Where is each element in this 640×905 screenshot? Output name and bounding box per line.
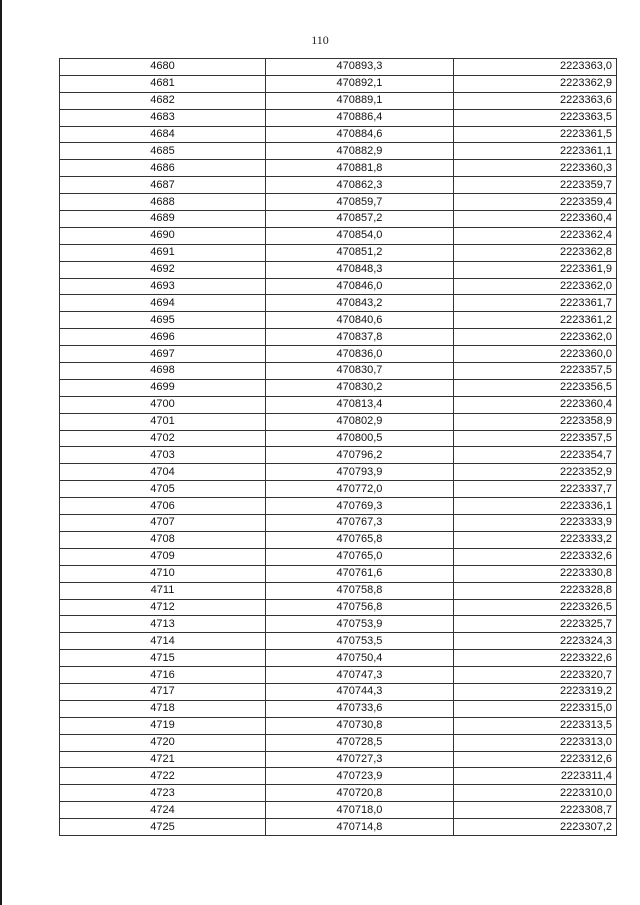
y-coordinate-cell: 2223362,9	[454, 75, 617, 92]
y-coordinate-cell: 2223362,4	[454, 227, 617, 244]
point-number-cell: 4698	[60, 363, 266, 380]
table-row	[60, 92, 617, 109]
table-row	[60, 531, 617, 548]
point-number-cell: 4694	[60, 295, 266, 312]
x-coordinate-cell: 470720,8	[266, 785, 454, 802]
page-edge	[0, 0, 2, 905]
y-coordinate-cell: 2223362,0	[454, 329, 617, 346]
table-row	[60, 295, 617, 312]
point-number-cell: 4683	[60, 109, 266, 126]
y-coordinate-cell: 2223363,6	[454, 92, 617, 109]
y-coordinate-cell: 2223319,2	[454, 683, 617, 700]
y-coordinate-cell: 2223322,6	[454, 650, 617, 667]
y-coordinate-cell: 2223308,7	[454, 802, 617, 819]
x-coordinate-cell: 470859,7	[266, 194, 454, 211]
point-number-cell: 4711	[60, 582, 266, 599]
x-coordinate-cell: 470756,8	[266, 599, 454, 616]
x-coordinate-cell: 470753,9	[266, 616, 454, 633]
x-coordinate-cell: 470733,6	[266, 700, 454, 717]
x-coordinate-cell: 470793,9	[266, 464, 454, 481]
x-coordinate-cell: 470830,7	[266, 363, 454, 380]
y-coordinate-cell: 2223315,0	[454, 700, 617, 717]
y-coordinate-cell: 2223360,0	[454, 346, 617, 363]
coordinates-table	[59, 58, 617, 836]
y-coordinate-cell: 2223326,5	[454, 599, 617, 616]
y-coordinate-cell: 2223328,8	[454, 582, 617, 599]
point-number-cell: 4712	[60, 599, 266, 616]
x-coordinate-cell: 470728,5	[266, 734, 454, 751]
table-row	[60, 768, 617, 785]
point-number-cell: 4721	[60, 751, 266, 768]
point-number-cell: 4719	[60, 717, 266, 734]
table-row	[60, 734, 617, 751]
point-number-cell: 4704	[60, 464, 266, 481]
x-coordinate-cell: 470753,5	[266, 633, 454, 650]
x-coordinate-cell: 470761,6	[266, 565, 454, 582]
table-row	[60, 481, 617, 498]
x-coordinate-cell: 470772,0	[266, 481, 454, 498]
point-number-cell: 4716	[60, 667, 266, 684]
point-number-cell: 4709	[60, 548, 266, 565]
table-row	[60, 616, 617, 633]
x-coordinate-cell: 470881,8	[266, 160, 454, 177]
table-row	[60, 329, 617, 346]
x-coordinate-cell: 470889,1	[266, 92, 454, 109]
y-coordinate-cell: 2223310,0	[454, 785, 617, 802]
table-row	[60, 751, 617, 768]
point-number-cell: 4686	[60, 160, 266, 177]
x-coordinate-cell: 470851,2	[266, 244, 454, 261]
x-coordinate-cell: 470857,2	[266, 211, 454, 228]
x-coordinate-cell: 470727,3	[266, 751, 454, 768]
table-body	[60, 59, 617, 836]
point-number-cell: 4685	[60, 143, 266, 160]
x-coordinate-cell: 470747,3	[266, 667, 454, 684]
point-number-cell: 4723	[60, 785, 266, 802]
table-row	[60, 819, 617, 836]
x-coordinate-cell: 470813,4	[266, 396, 454, 413]
point-number-cell: 4724	[60, 802, 266, 819]
table-row	[60, 160, 617, 177]
point-number-cell: 4720	[60, 734, 266, 751]
x-coordinate-cell: 470714,8	[266, 819, 454, 836]
x-coordinate-cell: 470744,3	[266, 683, 454, 700]
x-coordinate-cell: 470854,0	[266, 227, 454, 244]
x-coordinate-cell: 470848,3	[266, 261, 454, 278]
x-coordinate-cell: 470830,2	[266, 379, 454, 396]
point-number-cell: 4682	[60, 92, 266, 109]
table-row	[60, 498, 617, 515]
y-coordinate-cell: 2223361,2	[454, 312, 617, 329]
point-number-cell: 4710	[60, 565, 266, 582]
x-coordinate-cell: 470758,8	[266, 582, 454, 599]
y-coordinate-cell: 2223333,2	[454, 531, 617, 548]
table-row	[60, 430, 617, 447]
point-number-cell: 4695	[60, 312, 266, 329]
y-coordinate-cell: 2223361,7	[454, 295, 617, 312]
table-row	[60, 396, 617, 413]
x-coordinate-cell: 470862,3	[266, 177, 454, 194]
point-number-cell: 4699	[60, 379, 266, 396]
table-row	[60, 379, 617, 396]
table-row	[60, 75, 617, 92]
x-coordinate-cell: 470886,4	[266, 109, 454, 126]
y-coordinate-cell: 2223361,9	[454, 261, 617, 278]
point-number-cell: 4701	[60, 413, 266, 430]
x-coordinate-cell: 470892,1	[266, 75, 454, 92]
table-row	[60, 363, 617, 380]
point-number-cell: 4700	[60, 396, 266, 413]
point-number-cell: 4684	[60, 126, 266, 143]
table-row	[60, 244, 617, 261]
table-row	[60, 126, 617, 143]
x-coordinate-cell: 470884,6	[266, 126, 454, 143]
y-coordinate-cell: 2223333,9	[454, 515, 617, 532]
y-coordinate-cell: 2223307,2	[454, 819, 617, 836]
table-row	[60, 194, 617, 211]
y-coordinate-cell: 2223320,7	[454, 667, 617, 684]
table-row	[60, 413, 617, 430]
x-coordinate-cell: 470718,0	[266, 802, 454, 819]
point-number-cell: 4693	[60, 278, 266, 295]
y-coordinate-cell: 2223361,1	[454, 143, 617, 160]
table-row	[60, 143, 617, 160]
point-number-cell: 4680	[60, 59, 266, 76]
table-row	[60, 177, 617, 194]
x-coordinate-cell: 470843,2	[266, 295, 454, 312]
table-row	[60, 515, 617, 532]
y-coordinate-cell: 2223359,4	[454, 194, 617, 211]
y-coordinate-cell: 2223357,5	[454, 363, 617, 380]
y-coordinate-cell: 2223336,1	[454, 498, 617, 515]
table-row	[60, 565, 617, 582]
point-number-cell: 4708	[60, 531, 266, 548]
x-coordinate-cell: 470840,6	[266, 312, 454, 329]
y-coordinate-cell: 2223354,7	[454, 447, 617, 464]
table-row	[60, 312, 617, 329]
y-coordinate-cell: 2223360,3	[454, 160, 617, 177]
x-coordinate-cell: 470765,0	[266, 548, 454, 565]
table-row	[60, 633, 617, 650]
y-coordinate-cell: 2223360,4	[454, 211, 617, 228]
table-row	[60, 109, 617, 126]
point-number-cell: 4687	[60, 177, 266, 194]
y-coordinate-cell: 2223362,8	[454, 244, 617, 261]
point-number-cell: 4703	[60, 447, 266, 464]
table-row	[60, 700, 617, 717]
point-number-cell: 4705	[60, 481, 266, 498]
point-number-cell: 4717	[60, 683, 266, 700]
table-row	[60, 599, 617, 616]
x-coordinate-cell: 470836,0	[266, 346, 454, 363]
table-row	[60, 667, 617, 684]
y-coordinate-cell: 2223361,5	[454, 126, 617, 143]
point-number-cell: 4713	[60, 616, 266, 633]
table-row	[60, 211, 617, 228]
x-coordinate-cell: 470893,3	[266, 59, 454, 76]
x-coordinate-cell: 470802,9	[266, 413, 454, 430]
table-row	[60, 548, 617, 565]
table-row	[60, 261, 617, 278]
point-number-cell: 4690	[60, 227, 266, 244]
table-row	[60, 717, 617, 734]
x-coordinate-cell: 470765,8	[266, 531, 454, 548]
x-coordinate-cell: 470882,9	[266, 143, 454, 160]
table-row	[60, 447, 617, 464]
point-number-cell: 4714	[60, 633, 266, 650]
table-row	[60, 346, 617, 363]
x-coordinate-cell: 470750,4	[266, 650, 454, 667]
point-number-cell: 4725	[60, 819, 266, 836]
y-coordinate-cell: 2223330,8	[454, 565, 617, 582]
y-coordinate-cell: 2223325,7	[454, 616, 617, 633]
table-row	[60, 59, 617, 76]
point-number-cell: 4707	[60, 515, 266, 532]
y-coordinate-cell: 2223324,3	[454, 633, 617, 650]
table-row	[60, 802, 617, 819]
table-row	[60, 278, 617, 295]
point-number-cell: 4691	[60, 244, 266, 261]
y-coordinate-cell: 2223363,0	[454, 59, 617, 76]
point-number-cell: 4718	[60, 700, 266, 717]
table-row	[60, 650, 617, 667]
point-number-cell: 4715	[60, 650, 266, 667]
table-row	[60, 785, 617, 802]
table-row	[60, 582, 617, 599]
y-coordinate-cell: 2223313,5	[454, 717, 617, 734]
point-number-cell: 4681	[60, 75, 266, 92]
y-coordinate-cell: 2223360,4	[454, 396, 617, 413]
point-number-cell: 4722	[60, 768, 266, 785]
point-number-cell: 4697	[60, 346, 266, 363]
x-coordinate-cell: 470767,3	[266, 515, 454, 532]
y-coordinate-cell: 2223357,5	[454, 430, 617, 447]
page-number: 110	[311, 33, 329, 47]
point-number-cell: 4702	[60, 430, 266, 447]
y-coordinate-cell: 2223352,9	[454, 464, 617, 481]
y-coordinate-cell: 2223337,7	[454, 481, 617, 498]
x-coordinate-cell: 470730,8	[266, 717, 454, 734]
x-coordinate-cell: 470846,0	[266, 278, 454, 295]
point-number-cell: 4696	[60, 329, 266, 346]
y-coordinate-cell: 2223313,0	[454, 734, 617, 751]
y-coordinate-cell: 2223362,0	[454, 278, 617, 295]
x-coordinate-cell: 470800,5	[266, 430, 454, 447]
y-coordinate-cell: 2223332,6	[454, 548, 617, 565]
y-coordinate-cell: 2223356,5	[454, 379, 617, 396]
point-number-cell: 4706	[60, 498, 266, 515]
x-coordinate-cell: 470769,3	[266, 498, 454, 515]
table-row	[60, 464, 617, 481]
point-number-cell: 4689	[60, 211, 266, 228]
y-coordinate-cell: 2223358,9	[454, 413, 617, 430]
point-number-cell: 4688	[60, 194, 266, 211]
x-coordinate-cell: 470837,8	[266, 329, 454, 346]
x-coordinate-cell: 470796,2	[266, 447, 454, 464]
y-coordinate-cell: 2223312,6	[454, 751, 617, 768]
y-coordinate-cell: 2223311,4	[454, 768, 617, 785]
y-coordinate-cell: 2223363,5	[454, 109, 617, 126]
table-row	[60, 683, 617, 700]
point-number-cell: 4692	[60, 261, 266, 278]
y-coordinate-cell: 2223359,7	[454, 177, 617, 194]
table-row	[60, 227, 617, 244]
x-coordinate-cell: 470723,9	[266, 768, 454, 785]
